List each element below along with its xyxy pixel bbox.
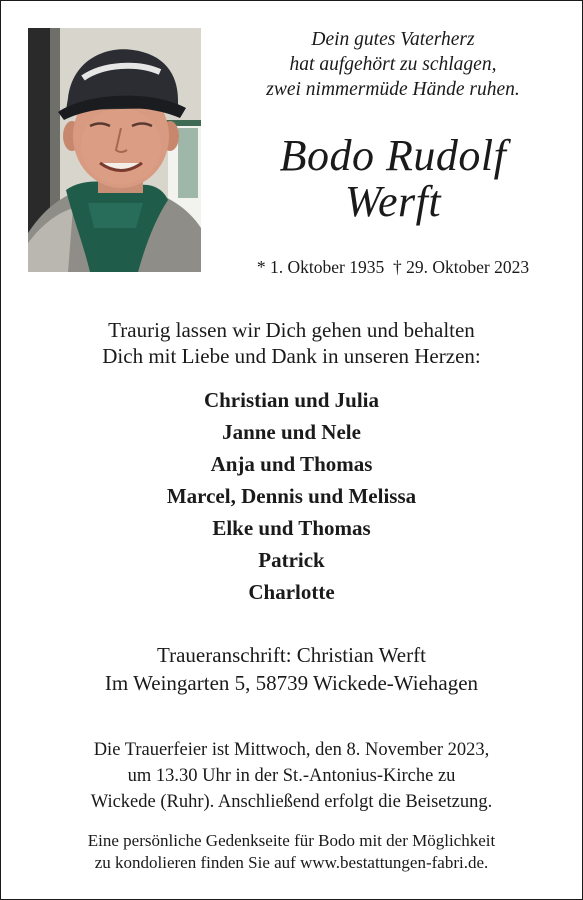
family-member: Anja und Thomas [210,452,373,476]
life-dates: * 1. Oktober 1935 † 29. Oktober 2023 [256,257,530,277]
deceased-name [215,133,571,225]
address-line: Im Weingarten 5, 58739 Wickede-Wiehagen [104,671,479,695]
intro-line: Dich mit Liebe und Dank in unseren Herzen: [102,344,481,368]
verse-line: zwei nimmermüde Hände ruhen. [266,79,520,100]
service-line: um 13.30 Uhr in der St.-Antonius-Kirche zu [127,766,456,786]
mourning-address [1,641,582,697]
memorial-verse [215,27,571,102]
family-list [1,384,582,608]
address-line: Traueranschrift: Christian Werft [157,643,426,667]
funeral-service-info [1,737,582,815]
verse-line: hat aufgehört zu schlagen, [289,54,497,75]
family-member: Patrick [258,548,325,572]
memorial-website-note [1,830,582,874]
family-member: Marcel, Dennis und Melissa [166,484,417,508]
verse-line: Dein gutes Vaterherz [311,29,475,50]
family-member: Janne und Nele [222,420,361,444]
family-member: Charlotte [248,580,335,604]
web-line: Eine persönliche Gedenkseite für Bodo mit der Möglichkeit [87,831,496,850]
family-member: Elke und Thomas [212,516,371,540]
name-line-first: Bodo Rudolf [279,131,507,180]
service-line: Die Trauerfeier ist Mittwoch, den 8. November 2023, [93,740,490,760]
service-line: Wickede (Ruhr). Anschließend erfolgt die Beisetzung. [90,792,493,812]
mourning-intro [1,317,582,369]
web-line: zu kondolieren finden Sie auf www.bestattungen-fabri.de. [94,853,489,872]
intro-line: Traurig lassen wir Dich gehen und behalten [108,318,475,342]
family-member: Christian und Julia [203,388,380,412]
portrait-photo [28,28,201,272]
name-line-last: Werft [344,177,442,226]
